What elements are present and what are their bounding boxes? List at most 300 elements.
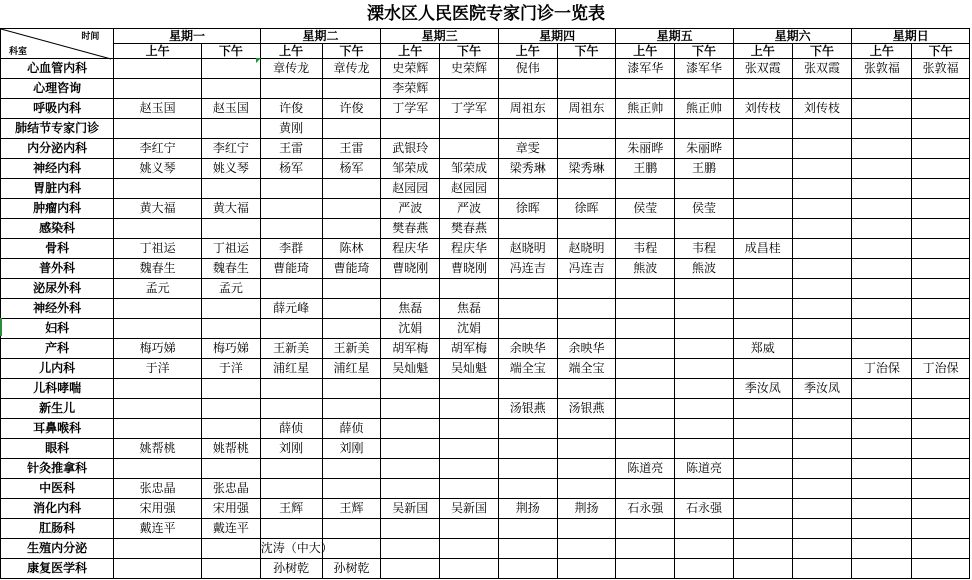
doctor-cell[interactable] [381, 479, 440, 499]
doctor-cell[interactable]: 宋用强 [201, 499, 260, 519]
doctor-cell[interactable] [440, 559, 499, 579]
doctor-cell[interactable] [616, 219, 675, 239]
doctor-cell[interactable]: 陈林 [322, 239, 381, 259]
doctor-cell[interactable]: 吴灿魁 [440, 359, 499, 379]
doctor-cell[interactable]: 史荣辉 [440, 59, 499, 79]
department-cell[interactable]: 肺结节专家门诊 [1, 119, 114, 139]
doctor-cell[interactable]: 吴新国 [381, 499, 440, 519]
doctor-cell[interactable] [912, 299, 970, 319]
doctor-cell[interactable]: 武银玲 [381, 139, 440, 159]
doctor-cell[interactable] [852, 419, 912, 439]
doctor-cell[interactable]: 韦程 [616, 239, 675, 259]
doctor-cell[interactable] [675, 379, 734, 399]
doctor-cell[interactable] [498, 179, 557, 199]
doctor-cell[interactable]: 冯连吉 [498, 259, 557, 279]
doctor-cell[interactable]: 丁治保 [912, 359, 970, 379]
doctor-cell[interactable]: 胡军梅 [440, 339, 499, 359]
doctor-cell[interactable]: 侯莹 [675, 199, 734, 219]
department-cell[interactable]: 中医科 [1, 479, 114, 499]
doctor-cell[interactable]: 朱丽晔 [675, 139, 734, 159]
doctor-cell[interactable] [114, 179, 202, 199]
doctor-cell[interactable] [381, 539, 440, 559]
doctor-cell[interactable]: 孙树乾 [260, 559, 322, 579]
doctor-cell[interactable] [201, 299, 260, 319]
doctor-cell[interactable] [616, 339, 675, 359]
doctor-cell[interactable] [114, 559, 202, 579]
pm-header-cell[interactable]: 下午 [912, 44, 970, 59]
doctor-cell[interactable] [733, 319, 792, 339]
am-header-cell[interactable]: 上午 [498, 44, 557, 59]
doctor-cell[interactable] [381, 119, 440, 139]
doctor-cell[interactable] [498, 379, 557, 399]
doctor-cell[interactable] [852, 299, 912, 319]
doctor-cell[interactable] [675, 279, 734, 299]
doctor-cell[interactable] [733, 199, 792, 219]
doctor-cell[interactable] [675, 119, 734, 139]
doctor-cell[interactable] [114, 59, 202, 79]
doctor-cell[interactable] [852, 399, 912, 419]
doctor-cell[interactable] [792, 439, 852, 459]
doctor-cell[interactable]: 张双霞 [733, 59, 792, 79]
doctor-cell[interactable] [114, 119, 202, 139]
doctor-cell[interactable] [616, 419, 675, 439]
department-cell[interactable]: 产科 [1, 339, 114, 359]
doctor-cell[interactable]: 冯连吉 [557, 259, 616, 279]
doctor-cell[interactable]: 黄大福 [201, 199, 260, 219]
doctor-cell[interactable] [852, 499, 912, 519]
doctor-cell[interactable]: 赵园园 [381, 179, 440, 199]
doctor-cell[interactable] [616, 279, 675, 299]
doctor-cell[interactable] [733, 299, 792, 319]
doctor-cell[interactable]: 陈道亮 [616, 459, 675, 479]
doctor-cell[interactable] [260, 219, 322, 239]
doctor-cell[interactable]: 刘传枝 [792, 99, 852, 119]
doctor-cell[interactable] [852, 199, 912, 219]
doctor-cell[interactable]: 石永强 [616, 499, 675, 519]
doctor-cell[interactable]: 梅巧娣 [114, 339, 202, 359]
doctor-cell[interactable] [792, 399, 852, 419]
day-header-cell[interactable]: 星期五 [616, 29, 734, 44]
doctor-cell[interactable]: 郑威 [733, 339, 792, 359]
doctor-cell[interactable] [557, 559, 616, 579]
doctor-cell[interactable]: 张忠晶 [114, 479, 202, 499]
department-cell[interactable]: 神经外科 [1, 299, 114, 319]
doctor-cell[interactable] [322, 519, 381, 539]
doctor-cell[interactable] [675, 339, 734, 359]
doctor-cell[interactable]: 宋用强 [114, 499, 202, 519]
doctor-cell[interactable] [852, 99, 912, 119]
doctor-cell[interactable] [733, 219, 792, 239]
doctor-cell[interactable] [616, 359, 675, 379]
doctor-cell[interactable] [792, 539, 852, 559]
doctor-cell[interactable] [675, 439, 734, 459]
doctor-cell[interactable] [260, 379, 322, 399]
doctor-cell[interactable] [852, 559, 912, 579]
doctor-cell[interactable]: 赵晓明 [498, 239, 557, 259]
doctor-cell[interactable] [322, 399, 381, 419]
doctor-cell[interactable]: 丁学军 [381, 99, 440, 119]
department-cell[interactable]: 新生儿 [1, 399, 114, 419]
doctor-cell[interactable] [616, 539, 675, 559]
doctor-cell[interactable] [675, 299, 734, 319]
doctor-cell[interactable] [675, 79, 734, 99]
doctor-cell[interactable] [675, 219, 734, 239]
doctor-cell[interactable] [792, 279, 852, 299]
doctor-cell[interactable] [498, 419, 557, 439]
doctor-cell[interactable]: 曹晓刚 [381, 259, 440, 279]
doctor-cell[interactable] [616, 519, 675, 539]
doctor-cell[interactable]: 梅巧娣 [201, 339, 260, 359]
doctor-cell[interactable] [733, 139, 792, 159]
doctor-cell[interactable] [381, 459, 440, 479]
doctor-cell[interactable]: 赵园园 [440, 179, 499, 199]
doctor-cell[interactable]: 戴连平 [201, 519, 260, 539]
doctor-cell[interactable] [733, 279, 792, 299]
doctor-cell[interactable] [675, 419, 734, 439]
doctor-cell[interactable] [201, 319, 260, 339]
doctor-cell[interactable]: 陈道亮 [675, 459, 734, 479]
doctor-cell[interactable] [852, 239, 912, 259]
doctor-cell[interactable]: 曹晓刚 [440, 259, 499, 279]
doctor-cell[interactable] [498, 219, 557, 239]
doctor-cell[interactable] [792, 259, 852, 279]
doctor-cell[interactable] [498, 439, 557, 459]
doctor-cell[interactable] [498, 559, 557, 579]
am-header-cell[interactable]: 上午 [616, 44, 675, 59]
doctor-cell[interactable] [260, 399, 322, 419]
doctor-cell[interactable] [616, 399, 675, 419]
doctor-cell[interactable]: 许俊 [322, 99, 381, 119]
doctor-cell[interactable] [912, 99, 970, 119]
doctor-cell[interactable] [440, 139, 499, 159]
doctor-cell[interactable]: 邹荣成 [381, 159, 440, 179]
doctor-cell[interactable] [792, 519, 852, 539]
doctor-cell[interactable] [498, 519, 557, 539]
department-cell[interactable]: 消化内科 [1, 499, 114, 519]
doctor-cell[interactable] [792, 319, 852, 339]
doctor-cell[interactable] [733, 399, 792, 419]
doctor-cell[interactable] [675, 179, 734, 199]
doctor-cell[interactable] [733, 359, 792, 379]
doctor-cell[interactable] [557, 299, 616, 319]
doctor-cell[interactable] [114, 219, 202, 239]
doctor-cell[interactable]: 孙树乾 [322, 559, 381, 579]
doctor-cell[interactable]: 浦红星 [322, 359, 381, 379]
day-header-cell[interactable]: 星期六 [733, 29, 852, 44]
department-cell[interactable]: 耳鼻喉科 [1, 419, 114, 439]
doctor-cell[interactable]: 余映华 [557, 339, 616, 359]
doctor-cell[interactable] [322, 379, 381, 399]
doctor-cell[interactable]: 程庆华 [440, 239, 499, 259]
doctor-cell[interactable] [557, 219, 616, 239]
doctor-cell[interactable]: 姚帮桃 [201, 439, 260, 459]
doctor-cell[interactable]: 端全宝 [498, 359, 557, 379]
doctor-cell[interactable] [557, 479, 616, 499]
doctor-cell[interactable] [852, 379, 912, 399]
doctor-cell[interactable] [557, 319, 616, 339]
doctor-cell[interactable] [322, 279, 381, 299]
doctor-cell[interactable]: 孟元 [201, 279, 260, 299]
doctor-cell[interactable]: 王鹏 [675, 159, 734, 179]
doctor-cell[interactable]: 戴连平 [114, 519, 202, 539]
doctor-cell[interactable] [733, 119, 792, 139]
doctor-cell[interactable] [852, 539, 912, 559]
doctor-cell[interactable]: 薛侦 [260, 419, 322, 439]
doctor-cell[interactable]: 沈涛（中大） [260, 539, 322, 559]
doctor-cell[interactable] [733, 419, 792, 439]
pm-header-cell[interactable]: 下午 [440, 44, 499, 59]
day-header-cell[interactable]: 星期二 [260, 29, 381, 44]
doctor-cell[interactable] [260, 79, 322, 99]
doctor-cell[interactable] [498, 279, 557, 299]
doctor-cell[interactable]: 王雷 [322, 139, 381, 159]
doctor-cell[interactable] [557, 59, 616, 79]
doctor-cell[interactable]: 刘传枝 [733, 99, 792, 119]
doctor-cell[interactable]: 孟元 [114, 279, 202, 299]
doctor-cell[interactable] [733, 479, 792, 499]
doctor-cell[interactable] [440, 539, 499, 559]
doctor-cell[interactable] [852, 479, 912, 499]
day-header-cell[interactable]: 星期三 [381, 29, 499, 44]
doctor-cell[interactable]: 成昌桂 [733, 239, 792, 259]
doctor-cell[interactable] [498, 539, 557, 559]
department-cell[interactable]: 针灸推拿科 [1, 459, 114, 479]
doctor-cell[interactable]: 刘刚 [322, 439, 381, 459]
doctor-cell[interactable] [440, 459, 499, 479]
doctor-cell[interactable] [852, 279, 912, 299]
am-header-cell[interactable]: 上午 [733, 44, 792, 59]
doctor-cell[interactable]: 沈娟 [381, 319, 440, 339]
doctor-cell[interactable] [260, 179, 322, 199]
pm-header-cell[interactable]: 下午 [201, 44, 260, 59]
doctor-cell[interactable] [792, 419, 852, 439]
doctor-cell[interactable]: 沈娟 [440, 319, 499, 339]
day-header-cell[interactable]: 星期一 [114, 29, 260, 44]
doctor-cell[interactable] [852, 119, 912, 139]
doctor-cell[interactable] [322, 319, 381, 339]
doctor-cell[interactable] [440, 479, 499, 499]
doctor-cell[interactable] [912, 119, 970, 139]
doctor-cell[interactable] [322, 119, 381, 139]
doctor-cell[interactable]: 韦程 [675, 239, 734, 259]
doctor-cell[interactable] [260, 519, 322, 539]
doctor-cell[interactable] [912, 459, 970, 479]
doctor-cell[interactable] [557, 459, 616, 479]
doctor-cell[interactable] [616, 479, 675, 499]
doctor-cell[interactable]: 魏春生 [114, 259, 202, 279]
doctor-cell[interactable] [912, 199, 970, 219]
doctor-cell[interactable]: 杨军 [260, 159, 322, 179]
doctor-cell[interactable] [201, 459, 260, 479]
doctor-cell[interactable] [912, 279, 970, 299]
doctor-cell[interactable]: 张忠晶 [201, 479, 260, 499]
doctor-cell[interactable] [912, 559, 970, 579]
doctor-cell[interactable] [733, 459, 792, 479]
doctor-cell[interactable] [912, 419, 970, 439]
doctor-cell[interactable]: 端全宝 [557, 359, 616, 379]
doctor-cell[interactable]: 王新美 [322, 339, 381, 359]
doctor-cell[interactable] [852, 459, 912, 479]
doctor-cell[interactable]: 焦磊 [381, 299, 440, 319]
doctor-cell[interactable] [201, 419, 260, 439]
doctor-cell[interactable]: 石永强 [675, 499, 734, 519]
doctor-cell[interactable] [260, 279, 322, 299]
doctor-cell[interactable] [792, 199, 852, 219]
day-header-cell[interactable]: 星期日 [852, 29, 970, 44]
doctor-cell[interactable]: 程庆华 [381, 239, 440, 259]
doctor-cell[interactable] [733, 519, 792, 539]
doctor-cell[interactable] [675, 519, 734, 539]
doctor-cell[interactable] [852, 139, 912, 159]
doctor-cell[interactable] [616, 319, 675, 339]
doctor-cell[interactable]: 赵玉国 [114, 99, 202, 119]
department-cell[interactable]: 生殖内分泌 [1, 539, 114, 559]
doctor-cell[interactable]: 张敦福 [912, 59, 970, 79]
department-cell[interactable]: 呼吸内科 [1, 99, 114, 119]
doctor-cell[interactable] [201, 179, 260, 199]
department-cell[interactable]: 眼科 [1, 439, 114, 459]
doctor-cell[interactable]: 熊正帅 [675, 99, 734, 119]
doctor-cell[interactable] [912, 399, 970, 419]
doctor-cell[interactable] [792, 219, 852, 239]
doctor-cell[interactable] [201, 79, 260, 99]
doctor-cell[interactable] [440, 379, 499, 399]
doctor-cell[interactable] [201, 59, 260, 79]
doctor-cell[interactable] [114, 539, 202, 559]
doctor-cell[interactable]: 樊春燕 [381, 219, 440, 239]
doctor-cell[interactable] [260, 459, 322, 479]
doctor-cell[interactable] [912, 259, 970, 279]
doctor-cell[interactable] [852, 319, 912, 339]
doctor-cell[interactable] [733, 79, 792, 99]
doctor-cell[interactable] [440, 279, 499, 299]
doctor-cell[interactable] [557, 119, 616, 139]
doctor-cell[interactable] [322, 79, 381, 99]
doctor-cell[interactable]: 李群 [260, 239, 322, 259]
doctor-cell[interactable] [675, 319, 734, 339]
department-cell[interactable]: 内分泌内科 [1, 139, 114, 159]
doctor-cell[interactable] [322, 299, 381, 319]
doctor-cell[interactable] [792, 139, 852, 159]
doctor-cell[interactable] [201, 539, 260, 559]
doctor-cell[interactable]: 梁秀琳 [498, 159, 557, 179]
doctor-cell[interactable] [792, 359, 852, 379]
doctor-cell[interactable] [322, 219, 381, 239]
doctor-cell[interactable] [912, 219, 970, 239]
department-cell[interactable]: 心理咨询 [1, 79, 114, 99]
doctor-cell[interactable] [912, 439, 970, 459]
doctor-cell[interactable]: 荆扬 [557, 499, 616, 519]
doctor-cell[interactable] [912, 159, 970, 179]
doctor-cell[interactable] [852, 259, 912, 279]
doctor-cell[interactable] [616, 559, 675, 579]
doctor-cell[interactable] [792, 559, 852, 579]
doctor-cell[interactable] [616, 179, 675, 199]
doctor-cell[interactable]: 曹能琦 [260, 259, 322, 279]
doctor-cell[interactable]: 赵玉国 [201, 99, 260, 119]
doctor-cell[interactable] [381, 399, 440, 419]
department-cell[interactable]: 肿瘤内科 [1, 199, 114, 219]
doctor-cell[interactable]: 赵晓明 [557, 239, 616, 259]
doctor-cell[interactable]: 邹荣成 [440, 159, 499, 179]
doctor-cell[interactable] [260, 479, 322, 499]
department-cell[interactable]: 普外科 [1, 259, 114, 279]
doctor-cell[interactable] [675, 359, 734, 379]
doctor-cell[interactable] [114, 399, 202, 419]
department-cell[interactable]: 儿内科 [1, 359, 114, 379]
doctor-cell[interactable]: 李红宁 [114, 139, 202, 159]
doctor-cell[interactable] [792, 299, 852, 319]
doctor-cell[interactable] [733, 499, 792, 519]
department-cell[interactable]: 妇科 [1, 319, 114, 339]
doctor-cell[interactable]: 侯莹 [616, 199, 675, 219]
doctor-cell[interactable] [912, 499, 970, 519]
doctor-cell[interactable]: 季汝凤 [792, 379, 852, 399]
corner-header-cell[interactable] [1, 29, 114, 59]
doctor-cell[interactable] [792, 79, 852, 99]
doctor-cell[interactable] [201, 219, 260, 239]
doctor-cell[interactable]: 周祖东 [557, 99, 616, 119]
doctor-cell[interactable] [201, 559, 260, 579]
doctor-cell[interactable]: 曹能琦 [322, 259, 381, 279]
doctor-cell[interactable]: 张双霞 [792, 59, 852, 79]
department-cell[interactable]: 肛肠科 [1, 519, 114, 539]
doctor-cell[interactable] [114, 299, 202, 319]
doctor-cell[interactable] [852, 519, 912, 539]
doctor-cell[interactable] [322, 179, 381, 199]
doctor-cell[interactable] [616, 79, 675, 99]
doctor-cell[interactable]: 薛侦 [322, 419, 381, 439]
pm-header-cell[interactable]: 下午 [792, 44, 852, 59]
doctor-cell[interactable]: 章传龙 [322, 59, 381, 79]
doctor-cell[interactable] [616, 299, 675, 319]
doctor-cell[interactable]: 熊波 [616, 259, 675, 279]
am-header-cell[interactable]: 上午 [114, 44, 202, 59]
doctor-cell[interactable] [912, 339, 970, 359]
doctor-cell[interactable]: 丁祖运 [114, 239, 202, 259]
doctor-cell[interactable] [733, 259, 792, 279]
doctor-cell[interactable]: 李荣辉 [381, 79, 440, 99]
doctor-cell[interactable]: 王雷 [260, 139, 322, 159]
doctor-cell[interactable] [733, 539, 792, 559]
doctor-cell[interactable] [557, 439, 616, 459]
doctor-cell[interactable] [322, 199, 381, 219]
doctor-cell[interactable] [440, 119, 499, 139]
doctor-cell[interactable]: 丁祖运 [201, 239, 260, 259]
doctor-cell[interactable] [792, 479, 852, 499]
doctor-cell[interactable]: 倪伟 [498, 59, 557, 79]
department-cell[interactable]: 感染科 [1, 219, 114, 239]
doctor-cell[interactable] [675, 539, 734, 559]
pm-header-cell[interactable]: 下午 [675, 44, 734, 59]
doctor-cell[interactable] [498, 479, 557, 499]
department-cell[interactable]: 心血管内科 [1, 59, 114, 79]
doctor-cell[interactable] [114, 459, 202, 479]
doctor-cell[interactable]: 姚义琴 [114, 159, 202, 179]
doctor-cell[interactable]: 杨军 [322, 159, 381, 179]
doctor-cell[interactable]: 张敦福 [852, 59, 912, 79]
doctor-cell[interactable]: 章雯 [498, 139, 557, 159]
doctor-cell[interactable] [440, 399, 499, 419]
doctor-cell[interactable]: 丁学军 [440, 99, 499, 119]
doctor-cell[interactable] [114, 79, 202, 99]
day-header-cell[interactable]: 星期四 [498, 29, 616, 44]
doctor-cell[interactable] [440, 419, 499, 439]
doctor-cell[interactable]: 魏春生 [201, 259, 260, 279]
doctor-cell[interactable]: 浦红星 [260, 359, 322, 379]
doctor-cell[interactable] [852, 159, 912, 179]
doctor-cell[interactable] [557, 519, 616, 539]
